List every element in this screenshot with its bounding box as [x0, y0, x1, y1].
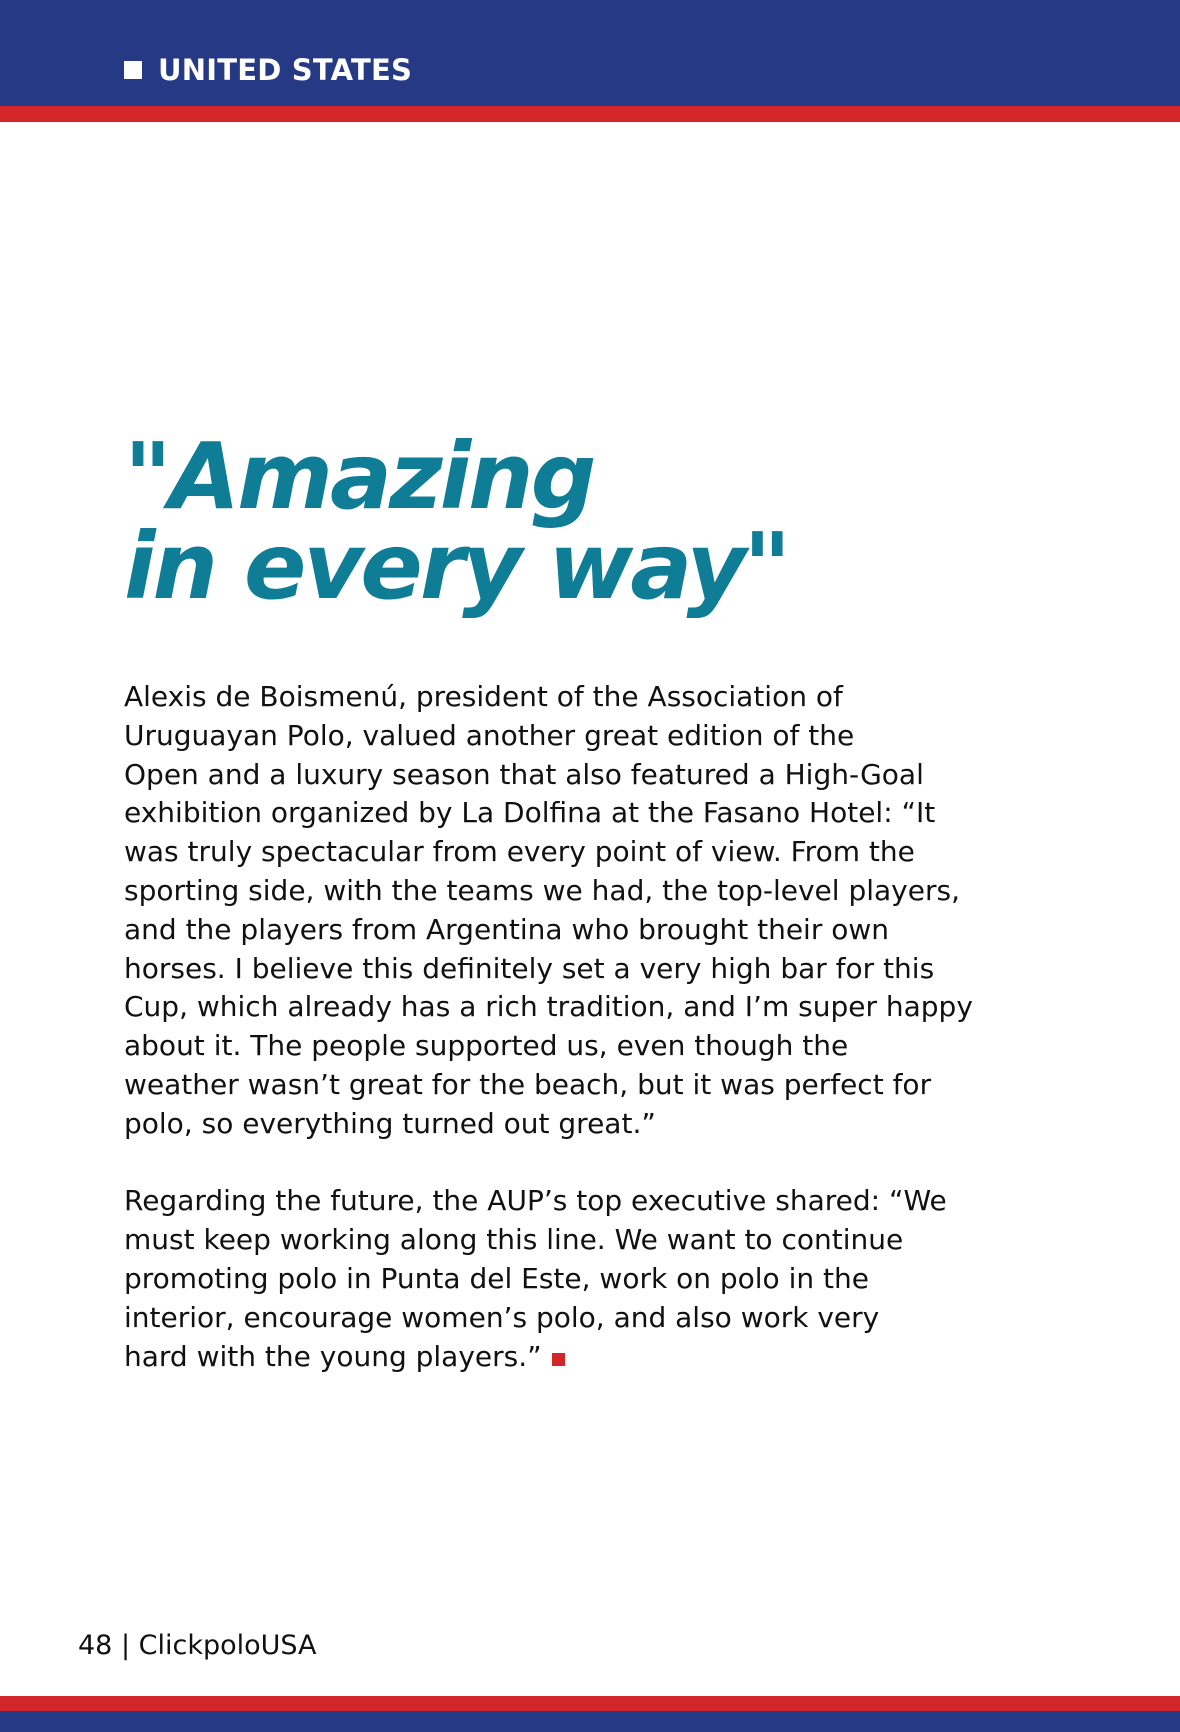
article-headline [124, 423, 1084, 620]
article-line: must keep working along this line. We want to continue [124, 1223, 904, 1257]
article-line: Open and a luxury season that also featured a High-Goal [124, 757, 924, 791]
page-footer: 48 | ClickpoloUSA [78, 1630, 317, 1661]
article-line: horses. I believe this definitely set a very high bar for this [124, 951, 935, 985]
article-line: Cup, which already has a rich tradition, and I’m super happy [124, 990, 973, 1024]
article-line: weather wasn’t great for the beach, but it was perfect for [124, 1067, 932, 1101]
section-label [124, 52, 412, 88]
section-title: UNITED STATES [158, 53, 413, 87]
article-body [124, 678, 1084, 1376]
article-last-line [124, 1338, 1084, 1377]
footer-band [0, 1711, 1180, 1732]
article-line: polo, so everything turned out great.” [124, 1106, 656, 1140]
article-line-text: hard with the young players.” [124, 1339, 542, 1373]
article-line: was truly spectacular from every point of view. From the [124, 835, 915, 869]
article-line: sporting side, with the teams we had, the top-level players, [124, 873, 960, 907]
headline-line-2: in every way" [124, 513, 789, 620]
article-line: about it. The people supported us, even though the [124, 1029, 849, 1063]
section-square-icon [124, 61, 142, 79]
article-line: exhibition organized by La Dolfina at the Fasano Hotel: “It [124, 796, 936, 830]
header-red-stripe [0, 106, 1180, 122]
article-line: interior, encourage women’s polo, and also work very [124, 1300, 880, 1334]
article-paragraph-1 [124, 678, 1084, 1144]
article-line: and the players from Argentina who brought their own [124, 912, 890, 946]
article-line: promoting polo in Punta del Este, work on polo in the [124, 1261, 869, 1295]
article-line: Uruguayan Polo, valued another great edition of the [124, 718, 855, 752]
end-square-icon [552, 1353, 565, 1366]
footer-red-stripe [0, 1696, 1180, 1711]
article-paragraph-2 [124, 1182, 1084, 1376]
article-line: Regarding the future, the AUP’s top executive shared: “We [124, 1184, 947, 1218]
headline-line-1: "Amazing [124, 423, 594, 530]
article-line: Alexis de Boismenú, president of the Association of [124, 680, 843, 713]
